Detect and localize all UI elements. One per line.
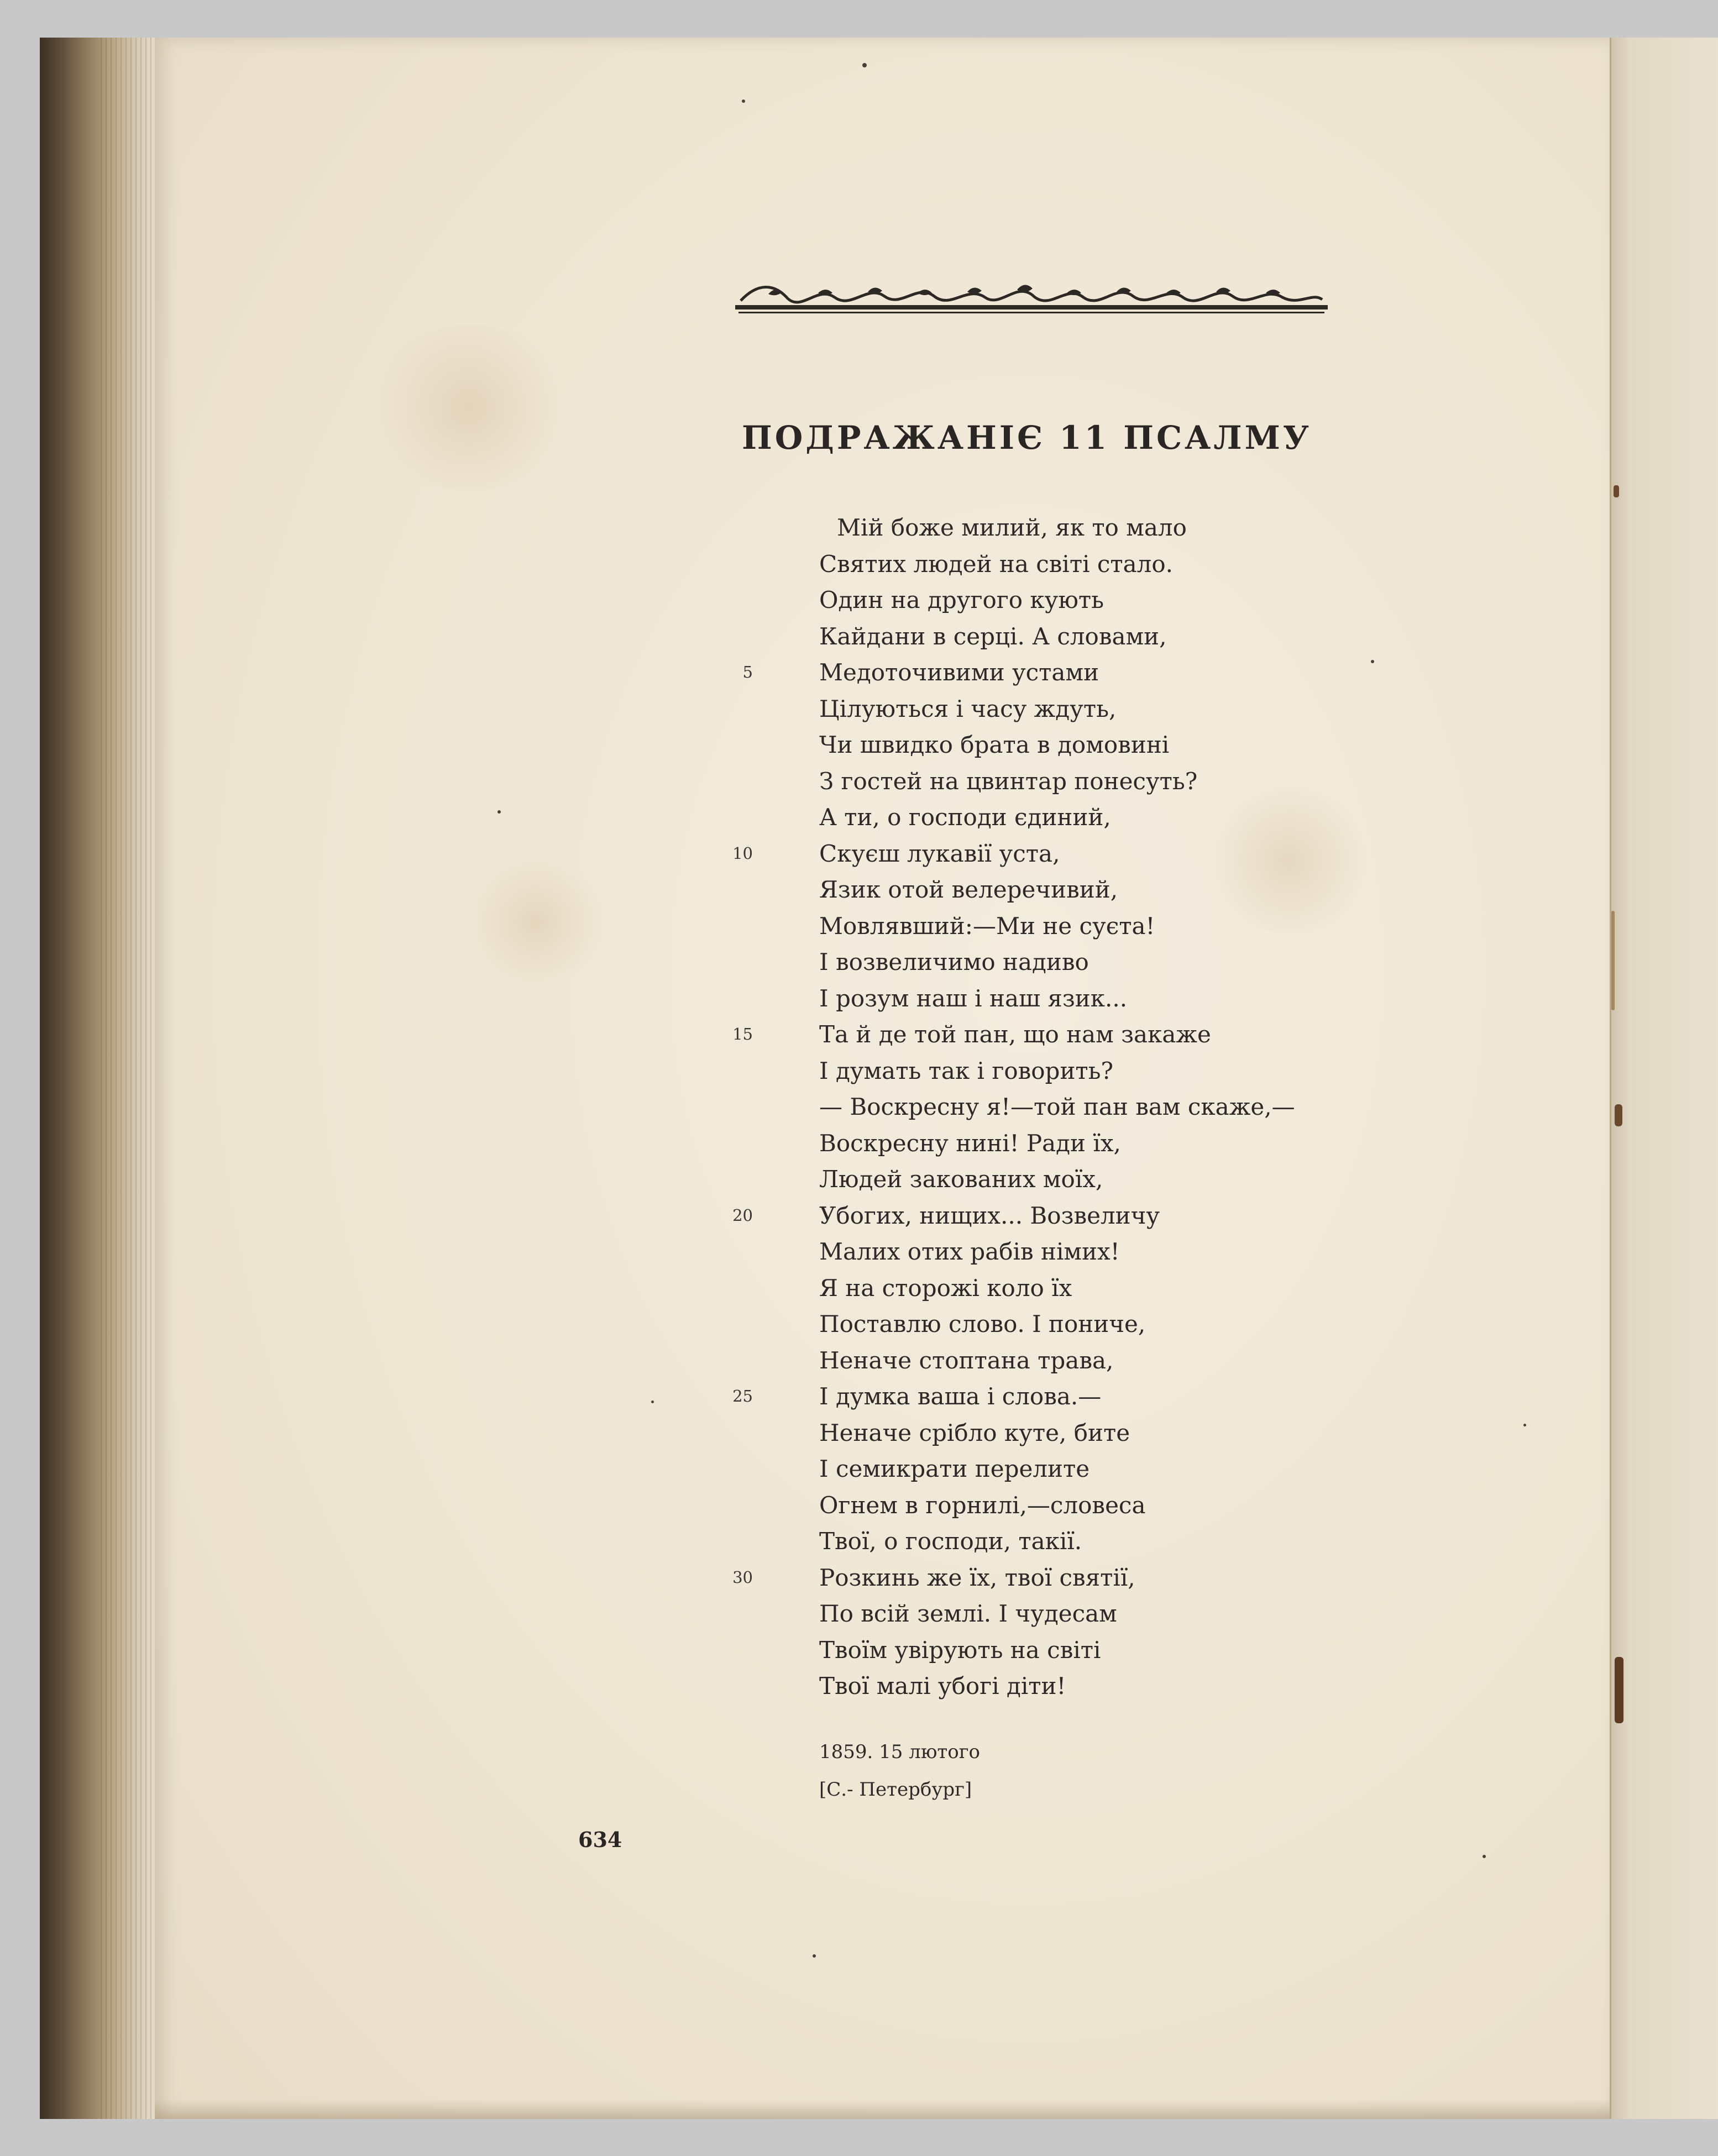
poem-line [764, 1487, 1427, 1524]
paper-speck [1611, 911, 1615, 1010]
poem-line [764, 582, 1427, 618]
facing-page-edge [1610, 38, 1718, 2119]
paper-speck [651, 1400, 654, 1403]
line-number: 20 [732, 1205, 753, 1225]
poem-line [732, 1378, 1427, 1415]
paper-speck [1523, 1424, 1526, 1426]
poem-line [764, 799, 1427, 836]
line-text: Неначе срібло куте, бите [819, 1419, 1130, 1446]
line-text: Неначе стоптана трава, [819, 1346, 1114, 1374]
page-edges [101, 38, 156, 2119]
scanned-book-spread [40, 38, 1718, 2119]
line-text: І думать так і говорить? [819, 1057, 1114, 1084]
line-text: Убогих, нищих... Возвеличу [819, 1202, 1160, 1229]
poem-line [764, 872, 1427, 908]
line-text: По всій землі. І чудесам [819, 1600, 1117, 1627]
line-text: І розум наш і наш язик... [819, 984, 1128, 1012]
paper-speck [1615, 1104, 1622, 1126]
paper-speck [1483, 1855, 1486, 1858]
line-text: Твої, о господи, такії. [819, 1528, 1082, 1555]
poem-line [764, 618, 1427, 655]
poem-line [764, 1596, 1427, 1632]
poem-line [732, 1016, 1427, 1053]
line-text: Людей закованих моїх, [819, 1166, 1103, 1193]
poem-line [764, 1161, 1427, 1198]
poem-line [764, 1306, 1427, 1342]
poem-line [764, 1668, 1427, 1704]
decorative-ornament [735, 277, 1328, 317]
poem-line [764, 1632, 1427, 1669]
poem-line [764, 546, 1427, 583]
paper-speck [1614, 485, 1619, 497]
poem-line [742, 654, 1427, 691]
paper-speck [862, 63, 867, 67]
poem-body [732, 510, 1427, 1704]
poem-date: 1859. 15 лютого [819, 1741, 980, 1763]
poem-line [764, 691, 1427, 727]
page-number: 634 [578, 1827, 622, 1852]
poem-line [732, 836, 1427, 872]
line-number: 30 [732, 1567, 753, 1587]
poem-place: [С.- Петербург] [819, 1779, 972, 1801]
line-text: Мій боже милий, як то мало [837, 514, 1187, 541]
paper-stain [365, 325, 575, 491]
poem-line [764, 1523, 1427, 1560]
poem-line [764, 1234, 1427, 1270]
poem-line [764, 944, 1427, 980]
poem-line [764, 980, 1427, 1017]
line-text: Медоточивими устами [819, 659, 1099, 686]
line-text: Розкинь же їх, твої святії, [819, 1564, 1135, 1591]
line-text: Твої малі убогі діти! [819, 1672, 1066, 1699]
line-text: Воскресну нині! Ради їх, [819, 1129, 1121, 1157]
poem-line [764, 727, 1427, 763]
line-text: Твоїм увірують на світі [819, 1636, 1101, 1664]
ornament-leaves [768, 285, 1280, 295]
line-number: 15 [732, 1025, 753, 1043]
poem-line [764, 1451, 1427, 1487]
line-text: А ти, о господи єдиний, [819, 804, 1111, 831]
poem-line [764, 1415, 1427, 1451]
line-text: — Воскресну я!—той пан вам скаже,— [819, 1093, 1295, 1120]
paper-speck [742, 99, 745, 103]
line-text: І семикрати перелите [819, 1455, 1090, 1482]
line-number: 10 [732, 843, 753, 863]
line-text: Поставлю слово. І пониче, [819, 1310, 1146, 1337]
line-text: Малих отих рабів німих! [819, 1238, 1120, 1265]
paper-speck [497, 810, 501, 814]
poem-line [732, 1198, 1427, 1234]
line-text: Чи швидко брата в домовині [819, 731, 1170, 758]
poem-line [764, 1089, 1427, 1125]
poem-line [764, 908, 1427, 945]
line-text: Огнем в горнилі,—словеса [819, 1491, 1146, 1519]
line-text: Один на другого кують [819, 586, 1104, 613]
line-text: Та й де той пан, що нам закаже [819, 1021, 1211, 1048]
line-text: З гостей на цвинтар понесуть? [819, 767, 1198, 795]
paper-speck [813, 1954, 816, 1958]
line-text: І возвеличимо надиво [819, 948, 1089, 975]
poem-line [764, 763, 1427, 800]
ornament-rule [738, 312, 1324, 313]
line-text: Кайдани в серці. А словами, [819, 622, 1167, 650]
poem-line [764, 1125, 1427, 1162]
line-number: 25 [732, 1387, 753, 1405]
line-text: І думка ваша і слова.— [819, 1383, 1102, 1410]
poem-line [764, 1342, 1427, 1379]
paper-stain [464, 856, 608, 988]
line-text: Мовлявший:—Ми не суєта! [819, 912, 1155, 940]
line-text: Цілуються і часу ждуть, [819, 695, 1117, 722]
ornament-rule [735, 305, 1328, 310]
poem-line [764, 1270, 1427, 1307]
paper-speck [1615, 1657, 1623, 1723]
line-text: Святих людей на світі стало. [819, 550, 1173, 578]
line-text: Язик отой велеречивий, [819, 876, 1118, 903]
poem-title: ПОДРАЖАНІЄ 11 ПСАЛМУ [742, 419, 1312, 457]
line-text: Я на сторожі коло їх [819, 1274, 1072, 1302]
poem-line [764, 510, 1427, 546]
poem-line [764, 1053, 1427, 1089]
line-number: 5 [742, 663, 753, 681]
line-text: Скуєш лукавії уста, [819, 840, 1060, 867]
poem-line [732, 1560, 1427, 1596]
